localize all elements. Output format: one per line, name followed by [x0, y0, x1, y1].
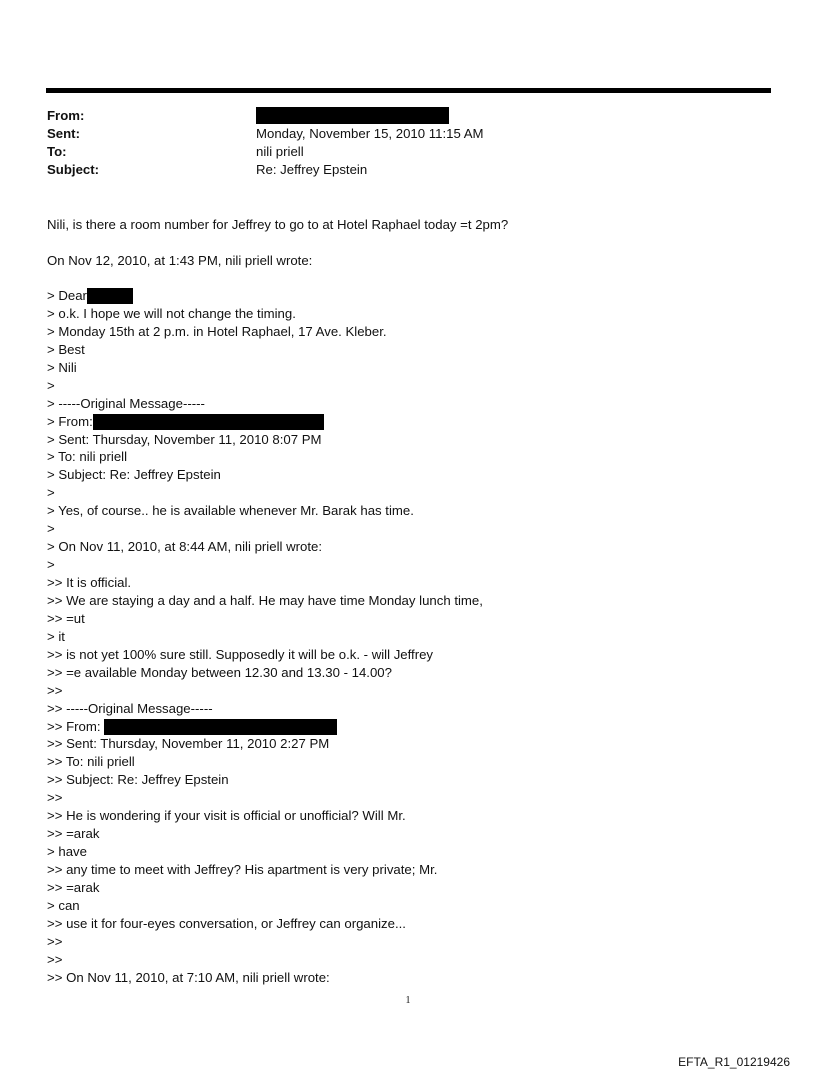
quoted-line: > To: nili priell: [47, 449, 128, 465]
redaction-box: [256, 107, 449, 124]
email-header: [47, 107, 767, 179]
quoted-line: >> is not yet 100% sure still. Supposedly it will be o.k. - will Jeffrey: [47, 646, 434, 662]
quoted-line: > From:: [47, 413, 767, 431]
quoted-line: >>: [47, 682, 63, 698]
from-label: From:: [47, 108, 85, 123]
from-value: [256, 107, 449, 125]
subject-value: Re: Jeffrey Epstein: [256, 162, 368, 177]
redaction-box: [87, 288, 133, 304]
quoted-line: >> Sent: Thursday, November 11, 2010 2:27 PM: [47, 736, 330, 752]
quoted-line: > Monday 15th at 2 p.m. in Hotel Raphael, 17 Ave. Kleber.: [47, 323, 387, 339]
quoted-line: >>: [47, 933, 63, 949]
header-sent-row: [47, 125, 767, 143]
quoted-line: > On Nov 11, 2010, at 8:44 AM, nili priell wrote:: [47, 539, 323, 555]
page-number: 1: [405, 995, 411, 1006]
quoted-line: >> From:: [47, 718, 767, 736]
redaction-box: [93, 414, 324, 430]
quoted-line: > Nili: [47, 359, 77, 375]
quoted-thread: [47, 287, 767, 987]
quoted-line: >: [47, 377, 55, 393]
quoted-line: > Sent: Thursday, November 11, 2010 8:07 PM: [47, 431, 322, 447]
quoted-line: > it: [47, 628, 65, 644]
quoted-line: >> use it for four-eyes conversation, or Jeffrey can organize...: [47, 915, 406, 931]
document-id: EFTA_R1_01219426: [678, 1055, 790, 1069]
quoted-line: > o.k. I hope we will not change the timing.: [47, 305, 296, 321]
email-body: [47, 216, 767, 270]
quoted-line: >> =arak: [47, 826, 100, 842]
redaction-box: [104, 719, 337, 735]
quoted-line: >> =arak: [47, 879, 100, 895]
quoted-line: >> On Nov 11, 2010, at 7:10 AM, nili priell wrote:: [47, 969, 330, 985]
sent-label: Sent:: [47, 126, 80, 141]
quoted-line: >: [47, 557, 55, 573]
quoted-line: > can: [47, 897, 80, 913]
header-from-row: [47, 107, 767, 125]
quoted-line: > Subject: Re: Jeffrey Epstein: [47, 467, 221, 483]
quoted-line: >> =e available Monday between 12.30 and 13.30 - 14.00?: [47, 664, 392, 680]
quoted-line: > -----Original Message-----: [47, 395, 205, 411]
quoted-line: >> We are staying a day and a half. He may have time Monday lunch time,: [47, 592, 483, 608]
quoted-line: > Dear: [47, 287, 767, 305]
quoted-line: > Yes, of course.. he is available whenever Mr. Barak has time.: [47, 503, 414, 519]
quoted-line: >> To: nili priell: [47, 754, 135, 770]
quoted-line: >> =ut: [47, 610, 85, 626]
to-value: nili priell: [256, 144, 304, 159]
body-line: On Nov 12, 2010, at 1:43 PM, nili priell wrote:: [47, 253, 313, 268]
quoted-line: > Best: [47, 341, 85, 357]
quoted-line: >: [47, 485, 55, 501]
to-label: To:: [47, 144, 67, 159]
body-line: Nili, is there a room number for Jeffrey to go to at Hotel Raphael today =t 2pm?: [47, 217, 509, 232]
quoted-line: >>: [47, 790, 63, 806]
quoted-line: >> He is wondering if your visit is official or unofficial? Will Mr.: [47, 808, 406, 824]
quoted-line: >>: [47, 951, 63, 967]
quoted-line: >> It is official.: [47, 575, 132, 590]
header-to-row: [47, 143, 767, 161]
quoted-line: >: [47, 521, 55, 537]
quoted-line: > have: [47, 844, 87, 860]
subject-label: Subject:: [47, 162, 100, 177]
quoted-line: >> Subject: Re: Jeffrey Epstein: [47, 772, 229, 788]
sent-value: Monday, November 15, 2010 11:15 AM: [256, 126, 484, 141]
quoted-line: >> -----Original Message-----: [47, 700, 213, 716]
header-rule: [46, 88, 771, 93]
quoted-line: >> any time to meet with Jeffrey? His apartment is very private; Mr.: [47, 862, 438, 877]
header-subject-row: [47, 161, 767, 179]
